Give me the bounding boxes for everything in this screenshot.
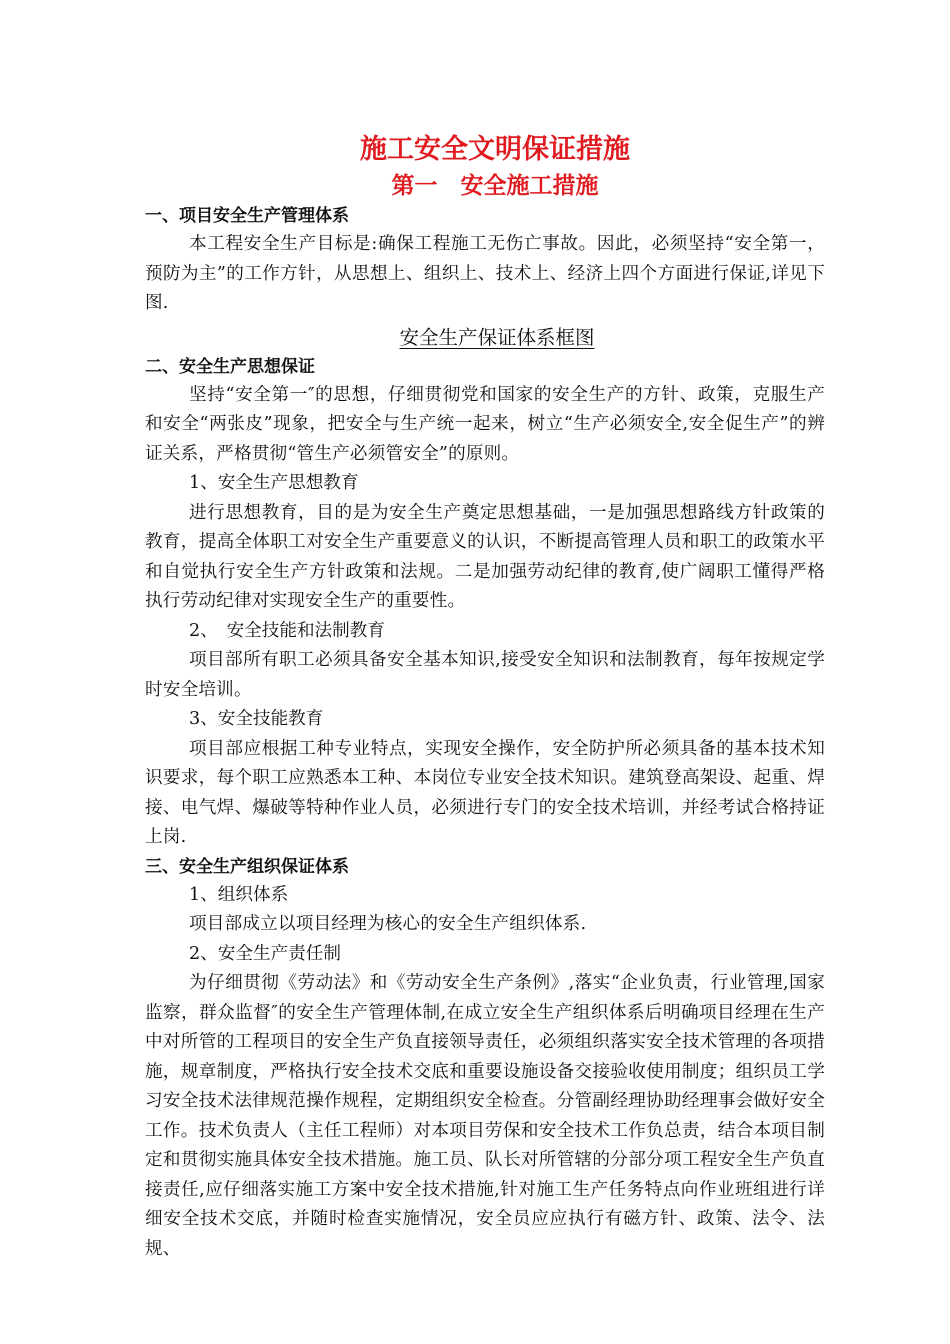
- paragraph: 坚持“安全第一″的思想，仔细贯彻党和国家的安全生产的方针、政策，克服生产和安全“两张皮”现象，把安全与生产统一起来，树立“生产必须安全,安全促生产”的辨证关系，严格贯彻“管生产必须管安全”的原则。: [145, 384, 825, 464]
- paragraph: 为仔细贯彻《劳动法》和《劳动安全生产条例》,落实“企业负责，行业管理,国家监察，群众监督″的安全生产管理体制,在成立安全生产组织体系后明确项目经理在生产中对所管的工程项目的安全生产负直接领导责任，必须组织落实安全技术管理的各项措施，规章制度，严格执行安全技术交底和重要设施设备交接验收使用制度；组织员工学习安全技术法律规范操作规程，定期组织安全检查。分管副经理协助经理事会做好安全工作。技术负责人（主任工程师）对本项目劳保和安全技术工作负总责，结合本项目制定和贯彻实施具体安全技术措施。施工员、队长对所管辖的分部分项工程安全生产负直接责任,应仔细落实施工方案中安全技术措施,针对施工生产任务特点向作业班组进行详细安全技术交底，并随时检查实施情况，安全员应应执行有磁方针、政策、法令、法规、: [145, 973, 825, 1259]
- paragraph: 进行思想教育，目的是为安全生产奠定思想基础，一是加强思想路线方针政策的教育，提高全体职工对安全生产重要意义的认识，不断提高管理人员和职工的政策水平和自觉执行安全生产方针政策和法规。二是加强劳动纪律的教育,使广阔职工懂得严格执行劳动纪律对实现安全生产的重要性。: [145, 502, 825, 611]
- paragraph: 项目部应根据工种专业特点，实现安全操作，安全防护所必须具备的基本技术知识要求，每个职工应熟悉本工种、本岗位专业安全技术知识。建筑登高架设、起重、焊接、电气焊、爆破等特种作业人员，必须进行专门的安全技术培训，并经考试合格持证上岗.: [145, 738, 825, 847]
- section-heading: 三、安全生产组织保证体系: [145, 856, 349, 877]
- section-2: [145, 353, 825, 853]
- document-title: 施工安全文明保证措施: [360, 134, 630, 165]
- section-heading: 一、项目安全生产管理体系: [145, 206, 349, 226]
- item-title: 2、 安全技能和法制教育: [189, 620, 385, 641]
- section-1: [145, 202, 825, 353]
- figure-caption: 安全生产保证体系框图: [399, 325, 595, 349]
- document-subtitle: 第一 安全施工措施: [391, 172, 599, 199]
- item-title: 1、组织体系: [189, 884, 289, 905]
- item-title: 3、安全技能教育: [189, 709, 324, 729]
- paragraph: 项目部成立以项目经理为核心的安全生产组织体系.: [189, 914, 587, 934]
- item-title: 1、安全生产思想教育: [189, 473, 359, 493]
- paragraph: 项目部所有职工必须具备安全基本知识,接受安全知识和法制教育，每年按规定学时安全培训。: [145, 650, 825, 700]
- item-title: 2、安全生产责任制: [189, 943, 341, 964]
- document-page: [145, 130, 825, 1264]
- paragraph: 本工程安全生产目标是:确保工程施工无伤亡事故。因此，必须坚持“安全第一，预防为主”的工作方针，从思想上、组织上、技术上、经济上四个方面进行保证,详见下图.: [145, 234, 825, 313]
- section-3: [145, 853, 825, 1265]
- section-heading: 二、安全生产思想保证: [145, 356, 315, 377]
